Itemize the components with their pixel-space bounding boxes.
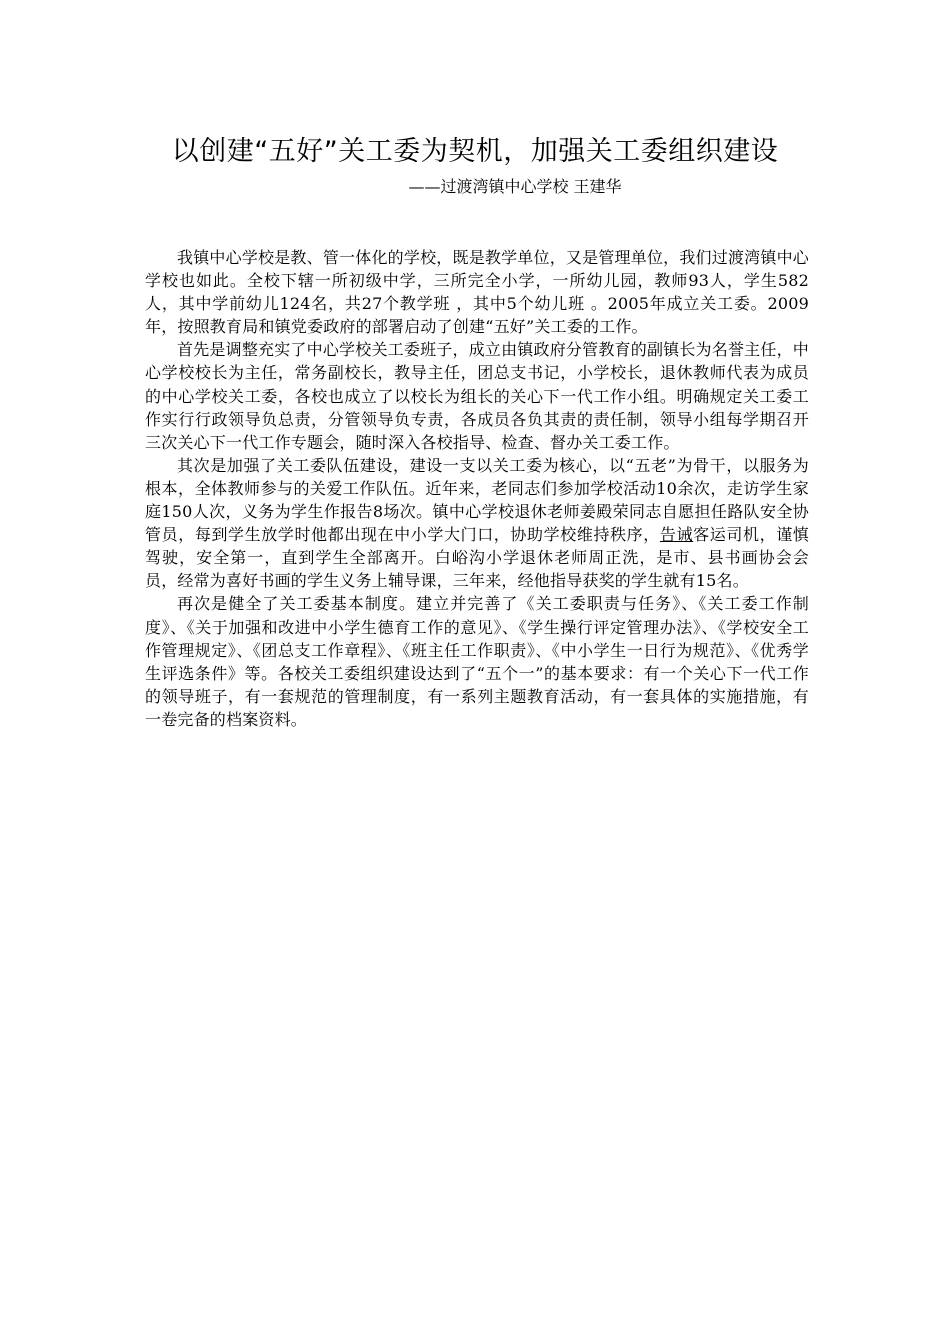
- paragraph-3-part-1: 其次是加强了关工委队伍建设，建设一支以关工委为核心，以“五老”为骨干，以服务为根本，全体教师参与的关爱工作队伍。近年来，老同志们参加学校活动10余次，走访学生家庭150人次，义务为学生作报告8场次。镇中心学校退休老师姜殿荣同志自愿担任路队安全协管员，每到学生放学时他都出现在中小学大门口，协助学校维持秩序，: [145, 455, 809, 545]
- underlined-word: 告诫: [659, 525, 694, 545]
- paragraph-1: 我镇中心学校是教、管一体化的学校，既是教学单位，又是管理单位，我们过渡湾镇中心学校也如此。全校下辖一所初级中学，三所完全小学，一所幼儿园，教师93人，学生582人，其中学前幼儿124名，共27个教学班 ，其中5个幼儿班 。2005年成立关工委。2009年，按照教育局和镇党委政府的部署启动了创建“五好”关工委的工作。: [145, 248, 809, 337]
- document-subtitle: ——过渡湾镇中心学校 王建华: [408, 177, 622, 196]
- paragraph-3: [145, 454, 809, 593]
- document-body: [145, 246, 809, 731]
- paragraph-4: 再次是健全了关工委基本制度。建立并完善了《关工委职责与任务》、《关工委工作制度》、《关于加强和改进中小学生德育工作的意见》、《学生操行评定管理办法》、《学校安全工作管理规定》、《团总支工作章程》、《班主任工作职责》、《中小学生一日行为规范》、《优秀学生评选条件》等。各校关工委组织建设达到了“五个一”的基本要求：有一个关心下一代工作的领导班子，有一套规范的管理制度，有一系列主题教育活动，有一套具体的实施措施，有一卷完备的档案资料。: [145, 594, 809, 729]
- document-title: 以创建“五好”关工委为契机，加强关工委组织建设: [171, 136, 779, 167]
- paragraph-2: 首先是调整充实了中心学校关工委班子，成立由镇政府分管教育的副镇长为名誉主任，中心学校校长为主任，常务副校长，教导主任，团总支书记，小学校长，退休教师代表为成员的中心学校关工委，各校也成立了以校长为组长的关心下一代工作小组。明确规定关工委工作实行行政领导负总责，分管领导负专责，各成员各负其责的责任制，领导小组每学期召开三次关心下一代工作专题会，随时深入各校指导、检查、督办关工委工作。: [145, 340, 809, 452]
- paragraph-3-part-2: 客运司机，谨慎驾驶，安全第一，直到学生全部离开。白峪沟小学退休老师周正洗，是市、县书画协会会员，经常为喜好书画的学生义务上辅导课，三年来，经他指导获奖的学生就有15名。: [145, 525, 810, 591]
